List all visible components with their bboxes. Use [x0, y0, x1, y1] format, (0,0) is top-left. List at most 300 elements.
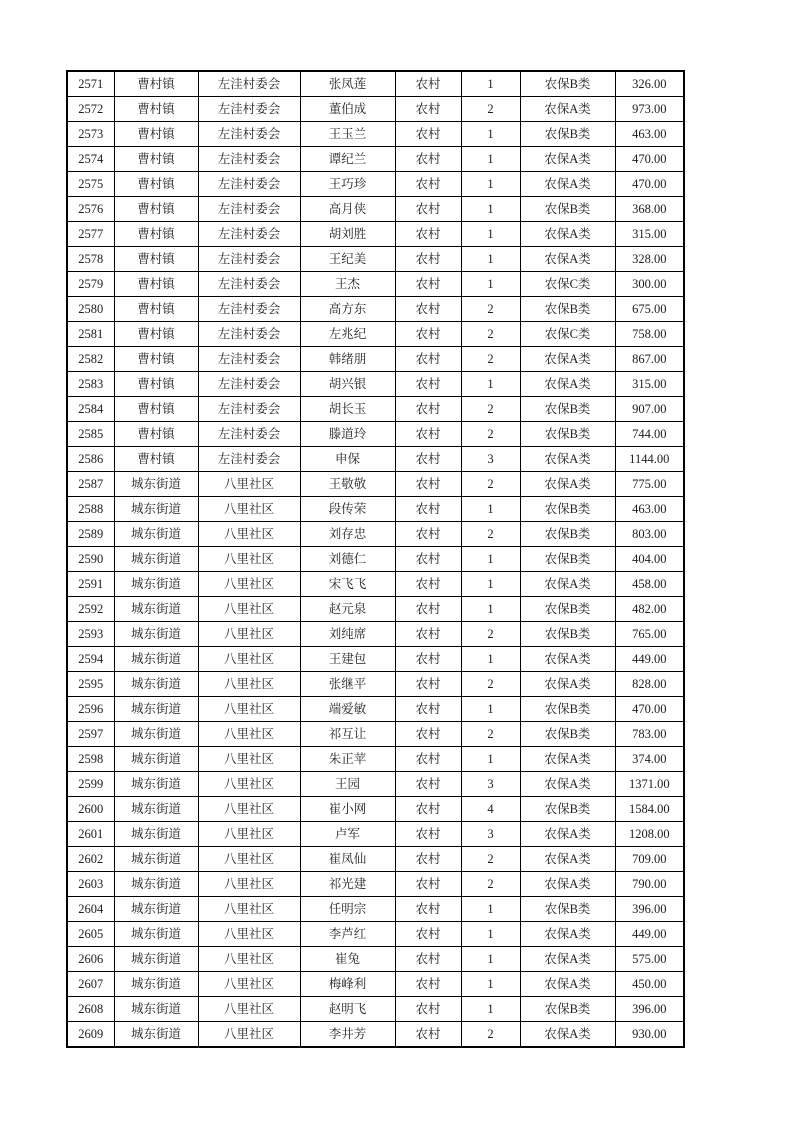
table-cell: 396.00: [615, 997, 684, 1022]
table-cell: 农保B类: [520, 197, 615, 222]
table-row: [67, 247, 684, 272]
table-cell: 高月侠: [300, 197, 395, 222]
table-cell: 4: [461, 797, 520, 822]
table-cell: 曹村镇: [114, 172, 198, 197]
table-cell: 1: [461, 597, 520, 622]
table-cell: 2: [461, 347, 520, 372]
table-cell: 农村: [395, 422, 461, 447]
table-cell: 1: [461, 197, 520, 222]
table-cell: 470.00: [615, 697, 684, 722]
table-cell: 2582: [67, 347, 114, 372]
table-cell: 1144.00: [615, 447, 684, 472]
table-cell: 段传荣: [300, 497, 395, 522]
table-body: [67, 71, 684, 1047]
table-cell: 左洼村委会: [198, 122, 300, 147]
table-cell: 农保A类: [520, 247, 615, 272]
table-row: [67, 172, 684, 197]
table-row: [67, 747, 684, 772]
table-row: [67, 97, 684, 122]
table-row: [67, 797, 684, 822]
table-cell: 城东街道: [114, 897, 198, 922]
table-cell: 城东街道: [114, 847, 198, 872]
table-cell: 李井芳: [300, 1022, 395, 1048]
table-cell: 2594: [67, 647, 114, 672]
table-cell: 2: [461, 297, 520, 322]
table-cell: 左洼村委会: [198, 222, 300, 247]
table-cell: 1: [461, 997, 520, 1022]
table-cell: 2: [461, 322, 520, 347]
table-cell: 农村: [395, 222, 461, 247]
table-cell: 农村: [395, 722, 461, 747]
table-cell: 930.00: [615, 1022, 684, 1048]
table-cell: 城东街道: [114, 722, 198, 747]
table-row: [67, 947, 684, 972]
table-cell: 八里社区: [198, 697, 300, 722]
table-cell: 农村: [395, 122, 461, 147]
table-cell: 曹村镇: [114, 97, 198, 122]
table-cell: 1584.00: [615, 797, 684, 822]
table-row: [67, 922, 684, 947]
table-cell: 2597: [67, 722, 114, 747]
table-cell: 农村: [395, 647, 461, 672]
table-row: [67, 647, 684, 672]
table-cell: 482.00: [615, 597, 684, 622]
table-cell: 城东街道: [114, 747, 198, 772]
table-cell: 崔小网: [300, 797, 395, 822]
table-cell: 农保A类: [520, 472, 615, 497]
table-cell: 368.00: [615, 197, 684, 222]
table-cell: 王纪美: [300, 247, 395, 272]
table-cell: 农保A类: [520, 747, 615, 772]
table-cell: 城东街道: [114, 947, 198, 972]
table-cell: 任明宗: [300, 897, 395, 922]
table-cell: 1: [461, 122, 520, 147]
table-cell: 2576: [67, 197, 114, 222]
table-cell: 765.00: [615, 622, 684, 647]
table-cell: 城东街道: [114, 822, 198, 847]
table-cell: 张继平: [300, 672, 395, 697]
table-cell: 2580: [67, 297, 114, 322]
table-cell: 1: [461, 972, 520, 997]
table-cell: 左洼村委会: [198, 272, 300, 297]
table-row: [67, 672, 684, 697]
table-cell: 王玉兰: [300, 122, 395, 147]
table-row: [67, 697, 684, 722]
table-cell: 左洼村委会: [198, 372, 300, 397]
table-row: [67, 447, 684, 472]
table-cell: 农保A类: [520, 922, 615, 947]
table-cell: 803.00: [615, 522, 684, 547]
table-cell: 农保B类: [520, 71, 615, 97]
table-cell: 城东街道: [114, 997, 198, 1022]
table-cell: 300.00: [615, 272, 684, 297]
table-cell: 867.00: [615, 347, 684, 372]
table-row: [67, 497, 684, 522]
table-row: [67, 872, 684, 897]
table-cell: 城东街道: [114, 597, 198, 622]
table-cell: 3: [461, 822, 520, 847]
table-cell: 刘德仁: [300, 547, 395, 572]
table-cell: 高方东: [300, 297, 395, 322]
table-cell: 八里社区: [198, 922, 300, 947]
table-cell: 八里社区: [198, 572, 300, 597]
table-cell: 城东街道: [114, 697, 198, 722]
table-cell: 祁光建: [300, 872, 395, 897]
table-cell: 城东街道: [114, 672, 198, 697]
table-row: [67, 347, 684, 372]
table-cell: 董伯成: [300, 97, 395, 122]
table-cell: 2589: [67, 522, 114, 547]
table-cell: 农保A类: [520, 847, 615, 872]
table-cell: 2: [461, 472, 520, 497]
table-cell: 1: [461, 647, 520, 672]
table-cell: 左洼村委会: [198, 397, 300, 422]
table-cell: 左洼村委会: [198, 322, 300, 347]
table-cell: 曹村镇: [114, 422, 198, 447]
table-cell: 曹村镇: [114, 197, 198, 222]
table-cell: 农保B类: [520, 722, 615, 747]
table-cell: 农村: [395, 522, 461, 547]
table-cell: 农保C类: [520, 272, 615, 297]
table-cell: 2: [461, 722, 520, 747]
table-cell: 左洼村委会: [198, 71, 300, 97]
table-row: [67, 322, 684, 347]
table-cell: 农村: [395, 947, 461, 972]
table-cell: 农保A类: [520, 647, 615, 672]
table-cell: 农村: [395, 822, 461, 847]
table-cell: 农保A类: [520, 1022, 615, 1048]
table-cell: 907.00: [615, 397, 684, 422]
table-cell: 八里社区: [198, 597, 300, 622]
table-cell: 404.00: [615, 547, 684, 572]
table-cell: 农保A类: [520, 572, 615, 597]
table-cell: 城东街道: [114, 622, 198, 647]
table-cell: 396.00: [615, 897, 684, 922]
table-cell: 左洼村委会: [198, 172, 300, 197]
table-cell: 农村: [395, 547, 461, 572]
table-cell: 左兆纪: [300, 322, 395, 347]
table-cell: 2578: [67, 247, 114, 272]
table-cell: 775.00: [615, 472, 684, 497]
table-cell: 赵元泉: [300, 597, 395, 622]
table-row: [67, 397, 684, 422]
table-cell: 农村: [395, 997, 461, 1022]
table-cell: 790.00: [615, 872, 684, 897]
table-cell: 2603: [67, 872, 114, 897]
table-cell: 八里社区: [198, 847, 300, 872]
table-cell: 2: [461, 422, 520, 447]
table-cell: 左洼村委会: [198, 147, 300, 172]
table-cell: 农保B类: [520, 622, 615, 647]
table-cell: 崔凤仙: [300, 847, 395, 872]
table-cell: 2: [461, 397, 520, 422]
table-cell: 农村: [395, 897, 461, 922]
table-cell: 八里社区: [198, 797, 300, 822]
table-cell: 胡长玉: [300, 397, 395, 422]
table-cell: 1: [461, 147, 520, 172]
table-cell: 1: [461, 497, 520, 522]
table-cell: 曹村镇: [114, 447, 198, 472]
table-cell: 农保B类: [520, 547, 615, 572]
table-cell: 2605: [67, 922, 114, 947]
table-cell: 农保A类: [520, 347, 615, 372]
table-cell: 农保B类: [520, 397, 615, 422]
table-cell: 农村: [395, 572, 461, 597]
table-cell: 八里社区: [198, 497, 300, 522]
table-cell: 农村: [395, 372, 461, 397]
table-cell: 卢军: [300, 822, 395, 847]
table-cell: 1371.00: [615, 772, 684, 797]
table-cell: 315.00: [615, 222, 684, 247]
table-cell: 828.00: [615, 672, 684, 697]
table-cell: 王建包: [300, 647, 395, 672]
table-cell: 王敬敬: [300, 472, 395, 497]
table-cell: 2573: [67, 122, 114, 147]
table-cell: 1: [461, 897, 520, 922]
table-cell: 2591: [67, 572, 114, 597]
table-cell: 1: [461, 572, 520, 597]
table-cell: 2571: [67, 71, 114, 97]
table-cell: 八里社区: [198, 897, 300, 922]
table-cell: 左洼村委会: [198, 297, 300, 322]
table-cell: 曹村镇: [114, 272, 198, 297]
table-cell: 农保A类: [520, 972, 615, 997]
table-cell: 左洼村委会: [198, 97, 300, 122]
table-cell: 1: [461, 697, 520, 722]
table-cell: 八里社区: [198, 547, 300, 572]
table-cell: 胡兴银: [300, 372, 395, 397]
table-cell: 城东街道: [114, 972, 198, 997]
table-cell: 曹村镇: [114, 122, 198, 147]
table-cell: 农村: [395, 147, 461, 172]
table-cell: 农村: [395, 622, 461, 647]
table-row: [67, 822, 684, 847]
table-cell: 农村: [395, 597, 461, 622]
table-cell: 2: [461, 872, 520, 897]
table-cell: 2608: [67, 997, 114, 1022]
table-cell: 谭纪兰: [300, 147, 395, 172]
table-cell: 农保B类: [520, 422, 615, 447]
table-cell: 宋飞飞: [300, 572, 395, 597]
table-cell: 城东街道: [114, 922, 198, 947]
table-cell: 赵明飞: [300, 997, 395, 1022]
table-cell: 朱正苹: [300, 747, 395, 772]
table-cell: 1: [461, 747, 520, 772]
table-cell: 滕道玲: [300, 422, 395, 447]
table-cell: 曹村镇: [114, 247, 198, 272]
table-cell: 农村: [395, 872, 461, 897]
table-cell: 曹村镇: [114, 347, 198, 372]
table-row: [67, 597, 684, 622]
table-cell: 曹村镇: [114, 147, 198, 172]
table-cell: 城东街道: [114, 472, 198, 497]
table-cell: 韩绪朋: [300, 347, 395, 372]
table-cell: 农保A类: [520, 772, 615, 797]
table-row: [67, 972, 684, 997]
table-cell: 2: [461, 847, 520, 872]
table-cell: 1: [461, 372, 520, 397]
table-cell: 农保A类: [520, 222, 615, 247]
table-cell: 农保C类: [520, 322, 615, 347]
table-cell: 农村: [395, 1022, 461, 1048]
table-cell: 农保A类: [520, 97, 615, 122]
table-cell: 2579: [67, 272, 114, 297]
table-cell: 八里社区: [198, 472, 300, 497]
table-cell: 农村: [395, 172, 461, 197]
table-cell: 2583: [67, 372, 114, 397]
table-row: [67, 1022, 684, 1048]
table-cell: 2586: [67, 447, 114, 472]
table-row: [67, 472, 684, 497]
table-cell: 470.00: [615, 147, 684, 172]
table-cell: 449.00: [615, 922, 684, 947]
table-cell: 农保B类: [520, 297, 615, 322]
table-cell: 1: [461, 547, 520, 572]
table-row: [67, 547, 684, 572]
table-cell: 崔兔: [300, 947, 395, 972]
table-cell: 祁互让: [300, 722, 395, 747]
table-cell: 曹村镇: [114, 297, 198, 322]
table-cell: 2593: [67, 622, 114, 647]
table-cell: 城东街道: [114, 797, 198, 822]
table-cell: 2581: [67, 322, 114, 347]
table-cell: 328.00: [615, 247, 684, 272]
table-cell: 2588: [67, 497, 114, 522]
table-cell: 1: [461, 222, 520, 247]
table-cell: 曹村镇: [114, 372, 198, 397]
table-cell: 农村: [395, 97, 461, 122]
table-cell: 城东街道: [114, 647, 198, 672]
table-cell: 胡刘胜: [300, 222, 395, 247]
table-cell: 农保B类: [520, 897, 615, 922]
table-cell: 农保B类: [520, 697, 615, 722]
table-cell: 1: [461, 922, 520, 947]
table-row: [67, 422, 684, 447]
table-cell: 450.00: [615, 972, 684, 997]
table-cell: 城东街道: [114, 1022, 198, 1048]
table-cell: 2584: [67, 397, 114, 422]
table-cell: 1: [461, 247, 520, 272]
table-cell: 城东街道: [114, 547, 198, 572]
table-row: [67, 272, 684, 297]
table-cell: 八里社区: [198, 622, 300, 647]
table-cell: 3: [461, 447, 520, 472]
table-cell: 2604: [67, 897, 114, 922]
table-cell: 463.00: [615, 497, 684, 522]
table-cell: 2572: [67, 97, 114, 122]
table-cell: 农保A类: [520, 947, 615, 972]
table-row: [67, 997, 684, 1022]
table-cell: 农保A类: [520, 872, 615, 897]
table-cell: 曹村镇: [114, 322, 198, 347]
table-cell: 2585: [67, 422, 114, 447]
table-cell: 2587: [67, 472, 114, 497]
table-row: [67, 572, 684, 597]
table-cell: 八里社区: [198, 672, 300, 697]
table-cell: 农村: [395, 847, 461, 872]
table-cell: 2: [461, 672, 520, 697]
table-cell: 2577: [67, 222, 114, 247]
table-cell: 农保B类: [520, 497, 615, 522]
table-cell: 1: [461, 272, 520, 297]
table-row: [67, 222, 684, 247]
table-cell: 675.00: [615, 297, 684, 322]
table-cell: 2590: [67, 547, 114, 572]
table-cell: 八里社区: [198, 822, 300, 847]
table-cell: 八里社区: [198, 772, 300, 797]
table-cell: 城东街道: [114, 522, 198, 547]
table-cell: 2607: [67, 972, 114, 997]
table-cell: 2602: [67, 847, 114, 872]
table-cell: 农保A类: [520, 147, 615, 172]
table-cell: 1: [461, 71, 520, 97]
table-cell: 农村: [395, 397, 461, 422]
table-cell: 农保A类: [520, 447, 615, 472]
table-cell: 709.00: [615, 847, 684, 872]
table-row: [67, 297, 684, 322]
table-cell: 973.00: [615, 97, 684, 122]
table-cell: 449.00: [615, 647, 684, 672]
table-cell: 2600: [67, 797, 114, 822]
table-cell: 744.00: [615, 422, 684, 447]
table-cell: 326.00: [615, 71, 684, 97]
table-cell: 王杰: [300, 272, 395, 297]
table-cell: 农村: [395, 922, 461, 947]
table-cell: 曹村镇: [114, 222, 198, 247]
table-row: [67, 722, 684, 747]
table-cell: 八里社区: [198, 872, 300, 897]
table-cell: 左洼村委会: [198, 422, 300, 447]
table-cell: 2609: [67, 1022, 114, 1048]
table-cell: 农村: [395, 322, 461, 347]
table-cell: 农保B类: [520, 522, 615, 547]
table-cell: 农保B类: [520, 597, 615, 622]
table-cell: 城东街道: [114, 572, 198, 597]
table-row: [67, 622, 684, 647]
table-cell: 农村: [395, 697, 461, 722]
table-cell: 王园: [300, 772, 395, 797]
table-cell: 农保B类: [520, 797, 615, 822]
table-cell: 八里社区: [198, 972, 300, 997]
table-row: [67, 147, 684, 172]
table-cell: 农村: [395, 797, 461, 822]
table-row: [67, 197, 684, 222]
table-cell: 农村: [395, 672, 461, 697]
table-cell: 农村: [395, 297, 461, 322]
table-cell: 农村: [395, 272, 461, 297]
table-cell: 张凤莲: [300, 71, 395, 97]
table-cell: 农村: [395, 772, 461, 797]
table-cell: 2: [461, 522, 520, 547]
table-cell: 2595: [67, 672, 114, 697]
table-cell: 八里社区: [198, 947, 300, 972]
table-cell: 曹村镇: [114, 397, 198, 422]
table-cell: 刘纯席: [300, 622, 395, 647]
table-cell: 八里社区: [198, 1022, 300, 1048]
table-row: [67, 847, 684, 872]
table-cell: 2598: [67, 747, 114, 772]
table-cell: 1: [461, 947, 520, 972]
table-row: [67, 522, 684, 547]
table-cell: 农村: [395, 972, 461, 997]
table-cell: 2606: [67, 947, 114, 972]
table-cell: 八里社区: [198, 747, 300, 772]
table-cell: 458.00: [615, 572, 684, 597]
insurance-records-table: [66, 70, 685, 1048]
table-cell: 左洼村委会: [198, 197, 300, 222]
table-cell: 农村: [395, 497, 461, 522]
table-cell: 农村: [395, 472, 461, 497]
